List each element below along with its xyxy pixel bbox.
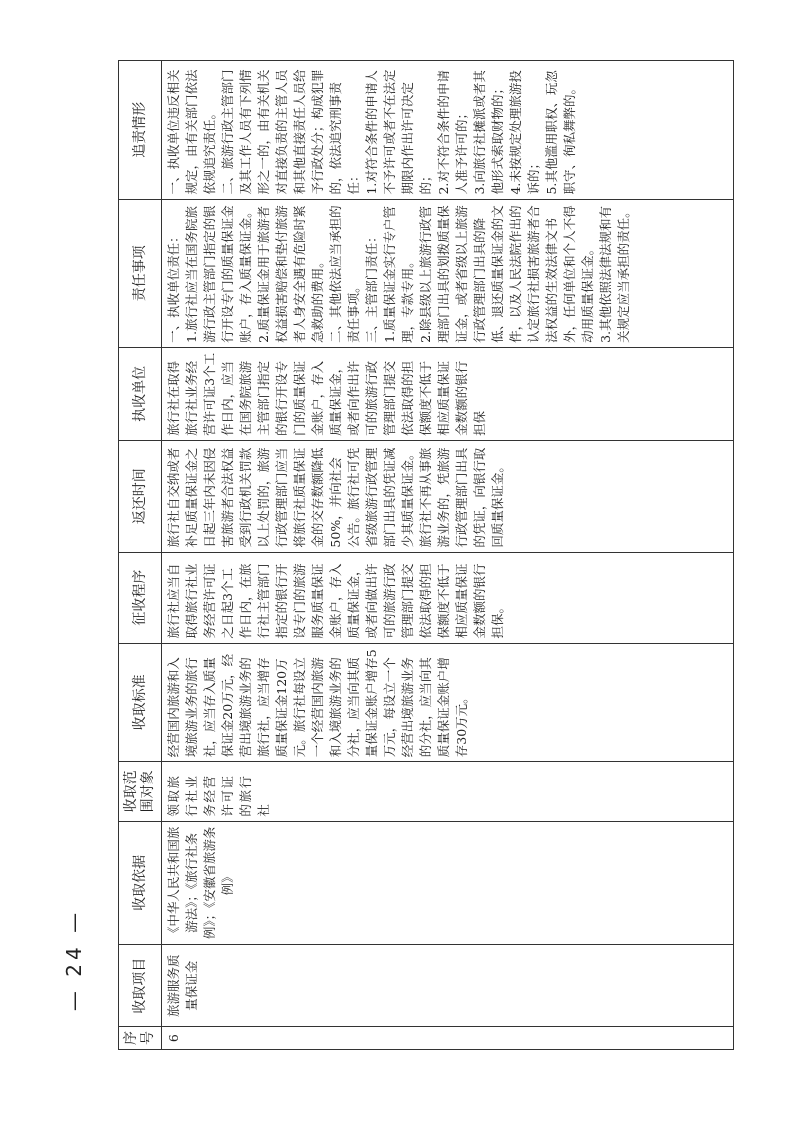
accountability-line: 4.未按规定处理旅游投诉的； xyxy=(508,70,541,195)
fee-table xyxy=(118,60,734,1050)
accountability-line: 3.向旅行社摊派或者其他形式索取财物的； xyxy=(472,70,505,195)
page-number-label: — 24 — xyxy=(62,908,87,1012)
cell-no: 6 xyxy=(162,1027,734,1050)
table-row xyxy=(162,61,734,1050)
header-accountability: 追责情形 xyxy=(119,61,162,200)
page-number xyxy=(54,880,94,1040)
responsibility-line: 二、其他依法应当承担的责任事项。 xyxy=(328,205,361,343)
header-no: 序号 xyxy=(119,1027,162,1050)
accountability-line: 1.对符合条件的申请人不予许可或者不在法定期限内作出许可决定的； xyxy=(364,69,433,195)
responsibility-line: 1.质量保证金实行专户管理，专款专用。 xyxy=(382,205,415,343)
cell-procedure: 旅行社应当自取得旅行社业务经营许可证之日起3个工作日内，在旅行社主管部门指定的银行开设专门的旅游服务质量保证金账户，存入质量保证金，或者向做出许可的旅游行政管理部门提交依法取得的担保额度不低于相应质量保证金数额的银行担保。 xyxy=(162,552,734,643)
responsibility-line: 1.旅行社应当在国务院旅游行政主管部门指定的银行开设专门的质量保证金账户，存入质量保证金。 xyxy=(184,205,253,343)
cell-standard: 经营国内旅游和入境旅游业务的旅行社，应当存入质量保证金20万元，经营出境旅游业务的旅行社，应当增存质量保证金120万元。旅行社每设立一个经营国内旅游和入境旅游业务的分社，应当向其质量保证金账户增存5万元，每设立一个经营出境旅游业务的分社，应当向其质量保证金账户增存30万元。 xyxy=(162,643,734,762)
cell-accountability xyxy=(162,61,734,200)
responsibility-line: 2.质量保证金用于旅游者权益损害赔偿和垫付旅游者人身安全遇有危险时紧急救助的费用。 xyxy=(256,205,325,343)
header-return-time: 返还时间 xyxy=(119,440,162,552)
responsibility-line: 三、主管部门责任： xyxy=(364,230,379,343)
accountability-line: 一、执收单位违反相关规定，由有关部门依法依规追究责任。 xyxy=(166,69,217,195)
cell-responsibility xyxy=(162,199,734,347)
cell-basis: 《中华人民共和国旅游法》；《旅行社条例》；《安徽省旅游条例》 xyxy=(162,821,734,945)
accountability-line: 2.对不符合条件的申请人准予许可的； xyxy=(436,70,469,195)
cell-unit: 旅行社在取得旅行社业务经营许可证3个工作日内，应当在国务院旅游主管部门指定的银行开设专门的质量保证金账户，存入质量保证金，或者向作出许可的旅游行政管理部门提交依法取得的担保额度不低于相应质量保证金数额的银行担保 xyxy=(162,347,734,440)
cell-return-time: 旅行社自交纳或者补足质量保证金之日起三年内未因侵害旅游者合法权益受到行政机关罚款以上处罚的，旅游行政管理部门应当将旅行社质量保证金的交存数额降低50%，并向社会公告。旅行社可凭省级旅游行政管理部门出具的凭证减少其质量保证金。旅行社不再从事旅游业务的，凭旅游行政管理部门出具的凭证，向银行取回质量保证金。 xyxy=(162,440,734,552)
rotated-table-container xyxy=(118,60,733,1050)
responsibility-line: 3.其他依照法律法规和有关规定应当承担的责任。 xyxy=(598,205,631,343)
cell-scope: 领取旅行社业务经营许可证的旅行社 xyxy=(162,762,734,821)
header-procedure: 征收程序 xyxy=(119,552,162,643)
responsibility-line: 一、执收单位责任： xyxy=(166,230,181,343)
header-basis: 收取依据 xyxy=(119,821,162,945)
accountability-line: 5.其他滥用职权、玩忽职守、徇私舞弊的。 xyxy=(544,70,577,195)
header-responsibility: 责任事项 xyxy=(119,199,162,347)
cell-item: 旅游服务质量保证金 xyxy=(162,945,734,1027)
header-row xyxy=(119,61,162,1050)
header-item: 收取项目 xyxy=(119,945,162,1027)
header-standard: 收取标准 xyxy=(119,643,162,762)
header-unit: 执收单位 xyxy=(119,347,162,440)
header-scope: 收取范围对象 xyxy=(119,762,162,821)
responsibility-line: 2.除县级以上旅游行政管理部门出具的划拨质量保证金，或者省级以上旅游行政管理部门出具的降低、退还质量保证金的文件，以及人民法院作出的认定旅行社损害旅游者合法权益的生效法律文书外，任何单位和个人不得动用质量保证金。 xyxy=(418,205,595,343)
accountability-line: 二、旅游行政主管部门及其工作人员有下列情形之一的，由有关机关对直接负责的主管人员和其他直接责任人员给予行政处分；构成犯罪的，依法追究刑事责任： xyxy=(220,69,361,195)
